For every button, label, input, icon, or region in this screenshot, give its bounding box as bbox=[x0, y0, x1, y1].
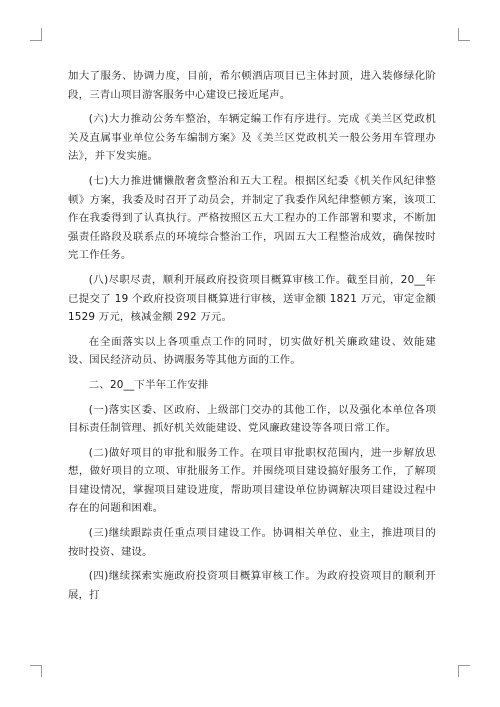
paragraph-summary: 在全面落实以上各项重点工作的同时，切实做好机关廉政建设、效能建设、国民经济动员、协调服务等其他方面的工作。 bbox=[68, 335, 436, 367]
crop-mark-top-left-h bbox=[30, 40, 42, 41]
crop-mark-top-right-h bbox=[458, 40, 470, 41]
plan-item-1: (一)落实区委、区政府、上级部门交办的其他工作，以及强化本单位各项目标责任制管理、抓好机关效能建设、党风廉政建设等各项日常工作。 bbox=[68, 403, 436, 435]
crop-mark-top-left-v bbox=[41, 28, 42, 40]
document-body bbox=[68, 67, 436, 610]
crop-mark-bottom-right-h bbox=[458, 665, 470, 666]
plan-item-2: (二)做好项目的审批和服务工作。在项目审批职权范围内，进一步解放思想，做好项目的立项、审批服务工作。并围绕项目建设搞好服务工作，了解项目建设情况，掌握项目建设进度，帮助项目建设单位协调解决项目建设过程中存在的问题和困难。 bbox=[68, 446, 436, 515]
plan-item-4: (四)继续探索实施政府投资项目概算审核工作。为政府投资项目的顺利开展，打 bbox=[68, 570, 436, 601]
crop-mark-bottom-right-v bbox=[458, 665, 459, 677]
paragraph-item-6: (六)大力推动公务车整治，车辆定编工作有序进行。完成《美兰区党政机关及直属事业单位公务车编制方案》及《美兰区党政机关一般公务用车管理办法》，并下发实施。 bbox=[68, 113, 436, 163]
crop-mark-bottom-left-v bbox=[41, 665, 42, 677]
section-heading-2: 二、20__下半年工作安排 bbox=[88, 378, 209, 391]
crop-mark-top-right-v bbox=[458, 28, 459, 40]
plan-item-3: (三)继续跟踪责任重点项目建设工作。协调相关单位、业主，推进项目的按时投资、建设。 bbox=[68, 527, 436, 558]
paragraph-item-7: (七)大力推进慵懒散奢贪整治和五大工程。根据区纪委《机关作风纪律整顿》方案，我委及时召开了动员会，并制定了我委作风纪律整顿方案，该项工作在我委得到了认真执行。严格按照区五大工程办的工作部署和要求，不断加强责任路段及联系点的环境综合整治工作，巩固五大工程整治成效，确保按时完工作任务。 bbox=[68, 174, 436, 262]
paragraph-continuation: 加大了服务、协调力度，目前，希尔顿酒店项目已主体封顶，进入装修绿化阶段，三青山项目游客服务中心建设已接近尾声。 bbox=[68, 70, 436, 101]
paragraph-item-8: (八)尽职尽责，顺利开展政府投资项目概算审核工作。截至目前，20__年已提交了 19 个政府投资项目概算进行审核，送审金额 1821 万元，审定金额 1529 万元，核减金额 292 万元。 bbox=[68, 273, 436, 324]
